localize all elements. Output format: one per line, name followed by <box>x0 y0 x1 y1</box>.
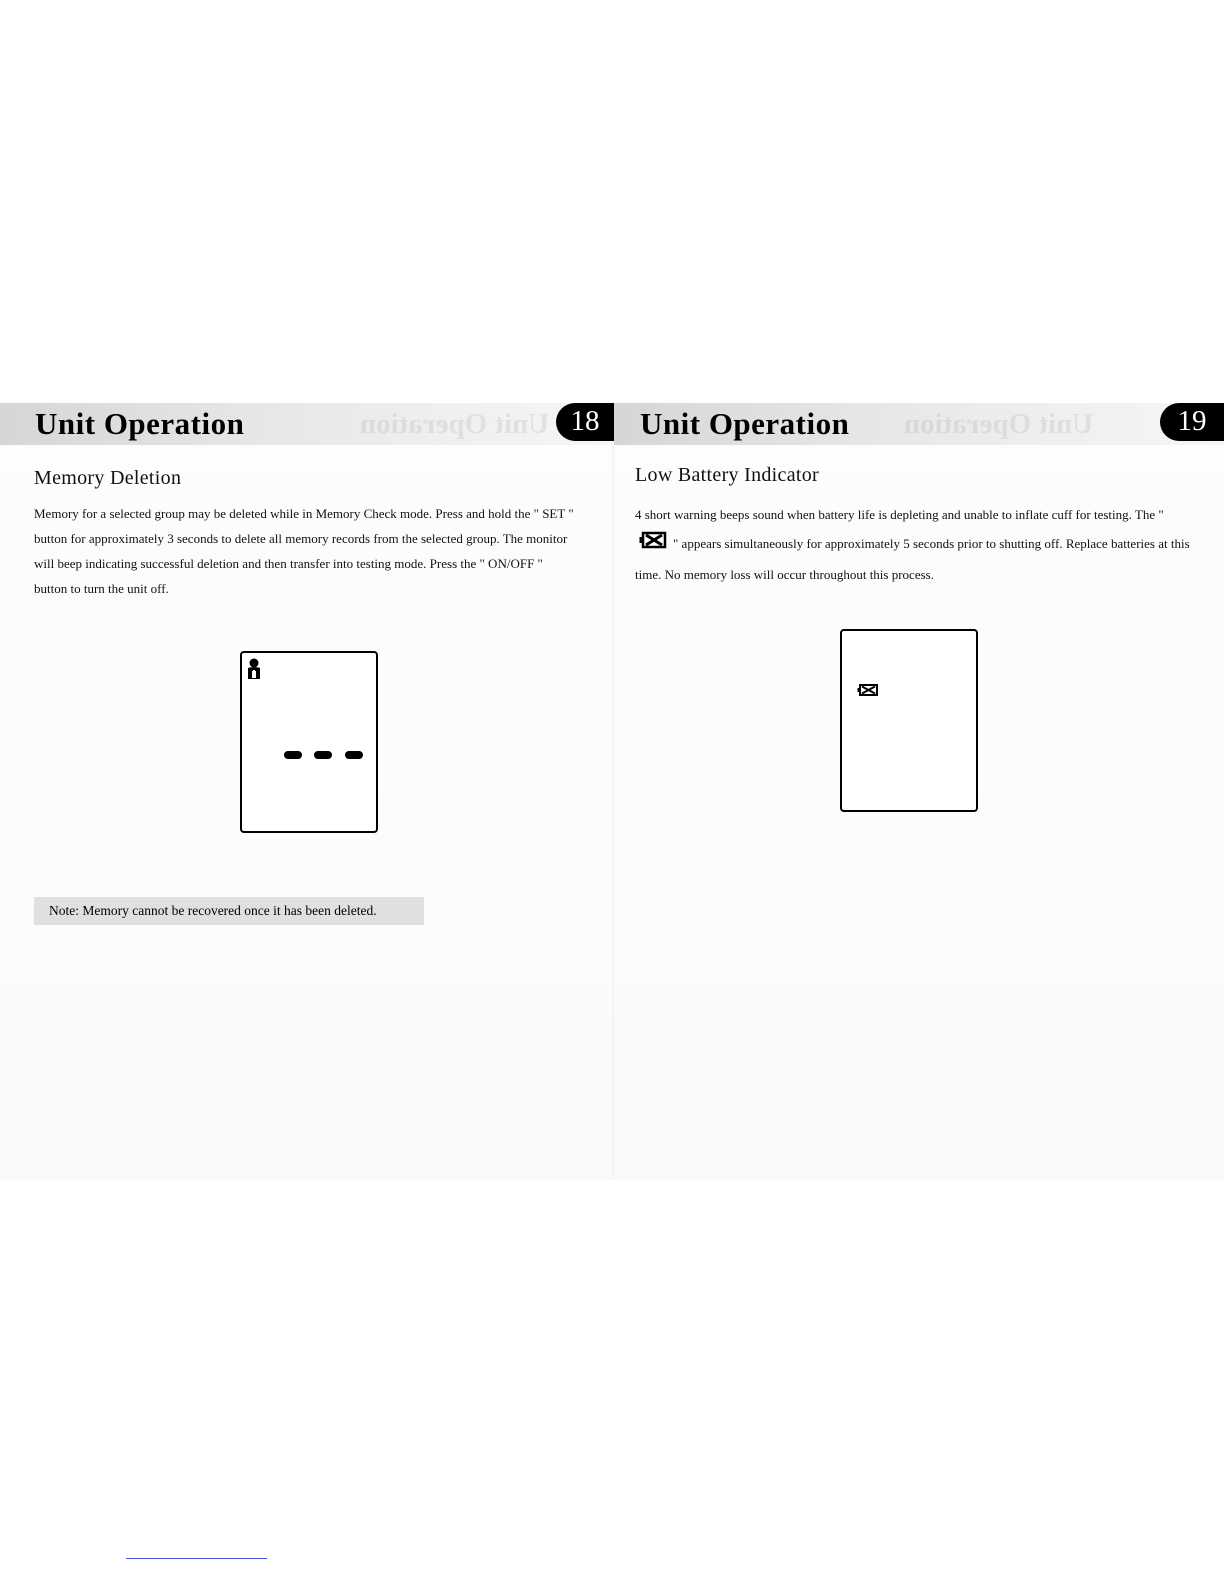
page-19 <box>614 403 1224 1180</box>
section-heading: Low Battery Indicator <box>635 464 820 486</box>
ghost-header-bleed: Unit Operation <box>360 408 550 440</box>
lcd-display-illustration <box>240 651 378 833</box>
scan-underline-artifact <box>126 1558 267 1559</box>
body-paragraph <box>635 500 1193 589</box>
ghost-header-bleed: Unit Operation <box>904 408 1094 440</box>
low-battery-icon <box>857 683 879 697</box>
section-heading: Memory Deletion <box>34 467 182 489</box>
page-number-badge: 19 <box>1160 403 1224 441</box>
lcd-display-illustration <box>840 629 978 812</box>
body-text-part-2: " appears simultaneously for approximately 5 seconds prior to shutting off. Replace batteries at this time. No memory loss will occur throughout this process. <box>635 536 1190 583</box>
page-18 <box>0 403 612 1180</box>
display-dash <box>345 751 363 759</box>
note-box: Note: Memory cannot be recovered once it has been deleted. <box>34 897 424 925</box>
header-title: Unit Operation <box>640 406 850 441</box>
display-dash <box>314 751 332 759</box>
header-title: Unit Operation <box>35 406 245 441</box>
display-dash <box>284 751 302 759</box>
page-number-badge: 18 <box>556 403 614 441</box>
body-paragraph: Memory for a selected group may be deleted while in Memory Check mode. Press and hold the " SET " button for approximately 3 seconds to delete all memory records from the selected group. The monitor will beep indicating successful deletion and then transfer into testing mode. Press the " ON/OFF " button to turn the unit off. <box>34 506 574 596</box>
user-1-icon <box>247 658 261 680</box>
low-battery-icon <box>639 530 669 560</box>
body-text-part-1: 4 short warning beeps sound when battery life is depleting and unable to inflate cuff for testing. The " <box>635 507 1164 522</box>
